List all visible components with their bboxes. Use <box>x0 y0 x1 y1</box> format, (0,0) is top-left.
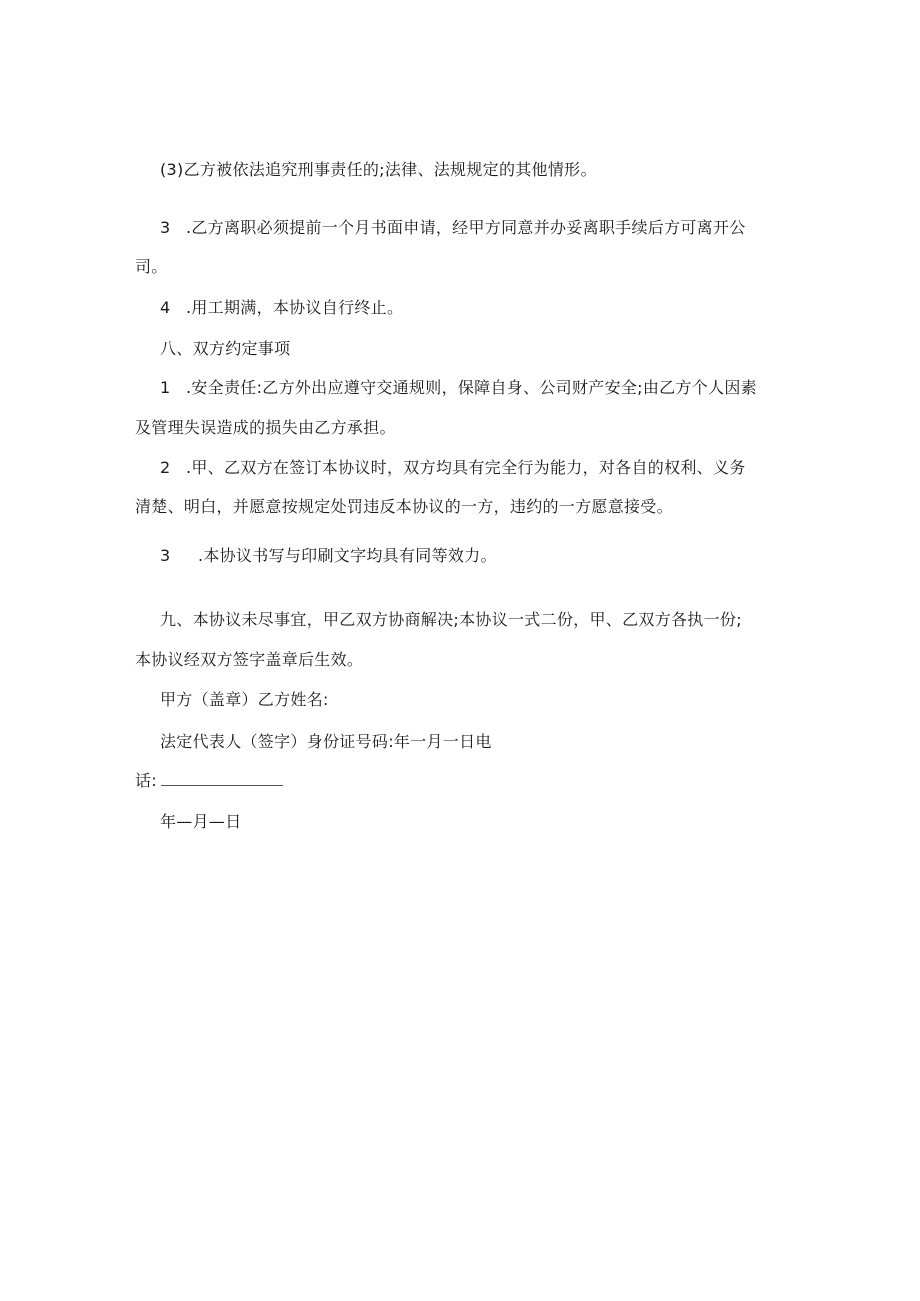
clause-4-number: 4 <box>160 298 171 317</box>
section-8-heading-text: 八、双方约定事项 <box>160 339 291 358</box>
section-8-item-1-text-line-1: .安全责任:乙方外出应遵守交通规则，保障自身、公司财产安全;由乙方个人因素 <box>186 378 757 397</box>
section-8-item-1-line-2 <box>135 418 396 438</box>
clause-3-number: 3 <box>160 218 171 237</box>
clause-4 <box>160 298 403 318</box>
signature-date-line <box>160 812 242 832</box>
section-8-item-2-line-1 <box>160 458 746 478</box>
section-8-heading <box>160 339 290 359</box>
section-9-line-1 <box>160 610 742 630</box>
section-8-item-1-text-line-2: 及管理失误造成的损失由乙方承担。 <box>135 418 396 437</box>
section-8-item-3-text: .本协议书写与印刷文字均具有同等效力。 <box>198 546 497 565</box>
section-8-item-2-line-2 <box>135 497 673 517</box>
signature-phone-label: 话: <box>135 771 157 790</box>
clause-3-text-line-1: .乙方离职必须提前一个月书面申请，经甲方同意并办妥离职手续后方可离开公 <box>186 218 746 237</box>
phone-blank-field <box>161 771 283 786</box>
section-8-item-1-number: 1 <box>160 378 171 397</box>
signature-date-text: 年—月—日 <box>160 812 242 831</box>
clause-2-item-3 <box>160 160 597 180</box>
section-9-text-line-1: 九、本协议未尽事宜，甲乙双方协商解决;本协议一式二份，甲、乙双方各执一份; <box>160 610 742 629</box>
signature-representative-line <box>160 732 492 752</box>
signature-party-text: 甲方（盖章）乙方姓名: <box>160 690 329 709</box>
signature-phone-line <box>135 771 283 791</box>
section-8-item-2-number: 2 <box>160 458 171 477</box>
clause-3-line-2 <box>135 257 168 277</box>
clause-4-text: .用工期满，本协议自行终止。 <box>186 298 404 317</box>
section-8-item-3-number: 3 <box>160 546 171 565</box>
section-9-line-2 <box>135 650 363 670</box>
clause-3-text-line-2: 司。 <box>135 257 168 276</box>
signature-representative-text: 法定代表人（签字）身份证号码:年一月一日电 <box>160 732 492 751</box>
section-8-item-2-text-line-1: .甲、乙双方在签订本协议时，双方均具有完全行为能力，对各自的权利、义务 <box>186 458 746 477</box>
section-8-item-2-text-line-2: 清楚、明白，并愿意按规定处罚违反本协议的一方，违约的一方愿意接受。 <box>135 497 673 516</box>
section-8-item-1-line-1 <box>160 378 757 398</box>
section-8-item-3 <box>160 546 497 566</box>
signature-party-line <box>160 690 329 710</box>
clause-3-line-1 <box>160 218 746 238</box>
clause-2-item-3-text: (3)乙方被依法追究刑事责任的;法律、法规规定的其他情形。 <box>160 160 597 179</box>
section-9-text-line-2: 本协议经双方签字盖章后生效。 <box>135 650 364 669</box>
